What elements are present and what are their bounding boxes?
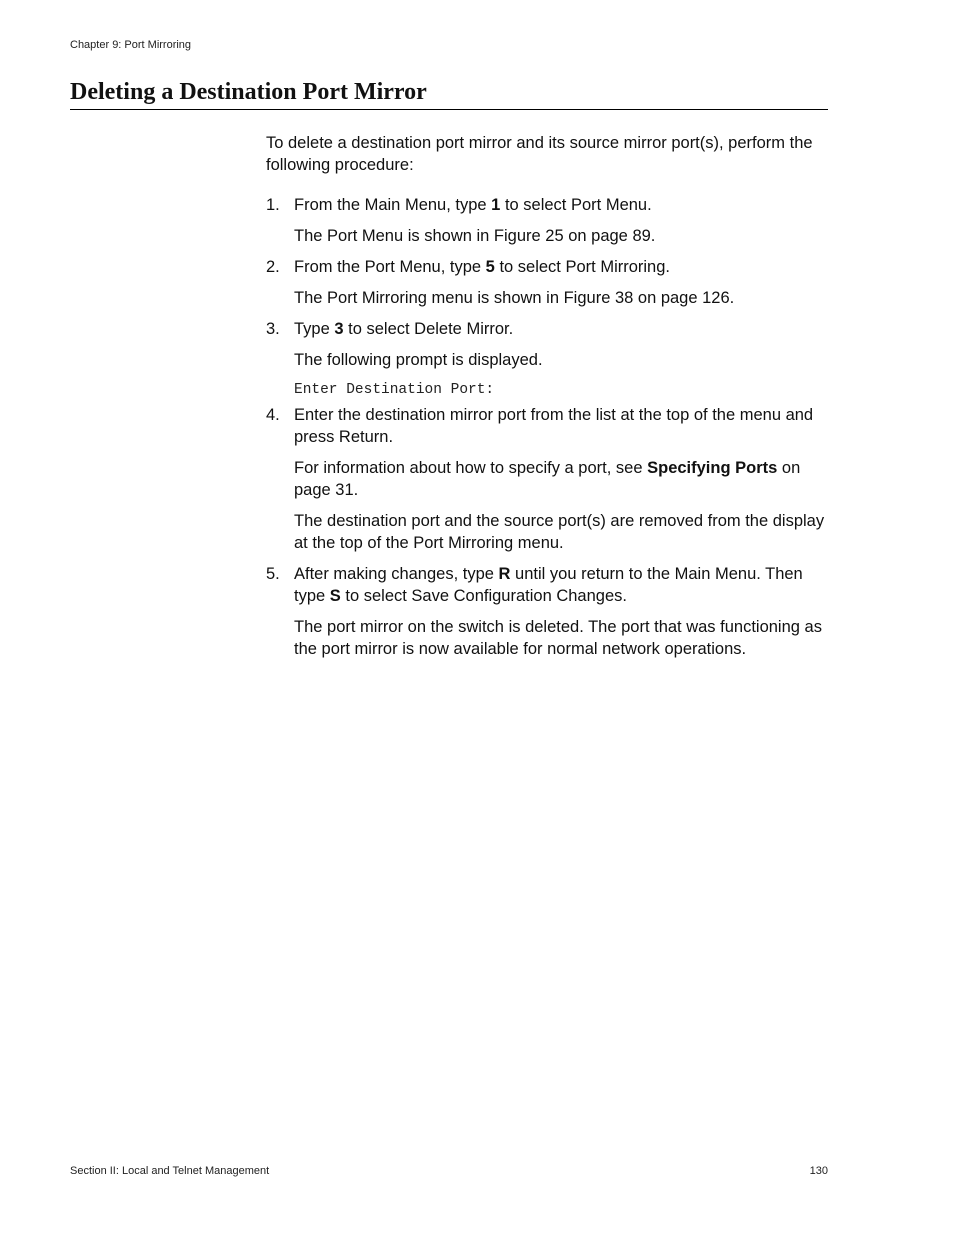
step-4-note-b: The destination port and the source port(s) are removed from the display at the top of the Port Mirroring menu.: [294, 512, 825, 552]
step-3: 3. Type 3 to select Delete Mirror.: [266, 320, 514, 338]
step-4: 4. Enter the destination mirror port from the list at the top of the menu and press Return.: [266, 406, 814, 446]
key-label: R: [498, 565, 511, 583]
key-label: 1: [491, 196, 501, 214]
intro-paragraph: To delete a destination port mirror and its source mirror port(s), perform the following procedure:: [266, 134, 813, 174]
step-2: 2. From the Port Menu, type 5 to select Port Mirroring.: [266, 258, 670, 276]
step-4-note-a: For information about how to specify a port, see Specifying Ports on page 31.: [294, 459, 801, 499]
step-number: 4.: [266, 406, 280, 424]
step-number: 2.: [266, 258, 280, 276]
running-footer-section: Section II: Local and Telnet Management: [70, 1165, 270, 1177]
cross-reference-link[interactable]: Specifying Ports: [647, 459, 778, 477]
key-label: 3: [334, 320, 344, 338]
step-number: 5.: [266, 565, 280, 583]
key-label: S: [329, 587, 341, 605]
step-1-note: The Port Menu is shown in Figure 25 on page 89.: [294, 227, 656, 245]
step-5: 5. After making changes, type R until you return to the Main Menu. Then type S to select Save Configuration Changes.: [266, 565, 803, 605]
procedure-body: [266, 132, 828, 669]
step-3-note: The following prompt is displayed.: [294, 351, 543, 369]
step-number: 3.: [266, 320, 280, 338]
step-2-note: The Port Mirroring menu is shown in Figure 38 on page 126.: [294, 289, 735, 307]
step-number: 1.: [266, 196, 280, 214]
key-label: 5: [485, 258, 495, 276]
page-number: 130: [809, 1165, 828, 1177]
step-1: 1. From the Main Menu, type 1 to select Port Menu.: [266, 196, 652, 214]
prompt-text: Enter Destination Port:: [294, 382, 495, 398]
section-title: Deleting a Destination Port Mirror: [70, 78, 828, 110]
running-header: Chapter 9: Port Mirroring: [70, 39, 192, 51]
step-5-note: The port mirror on the switch is deleted. The port that was functioning as the port mirror is now available for normal network operations.: [294, 618, 822, 658]
